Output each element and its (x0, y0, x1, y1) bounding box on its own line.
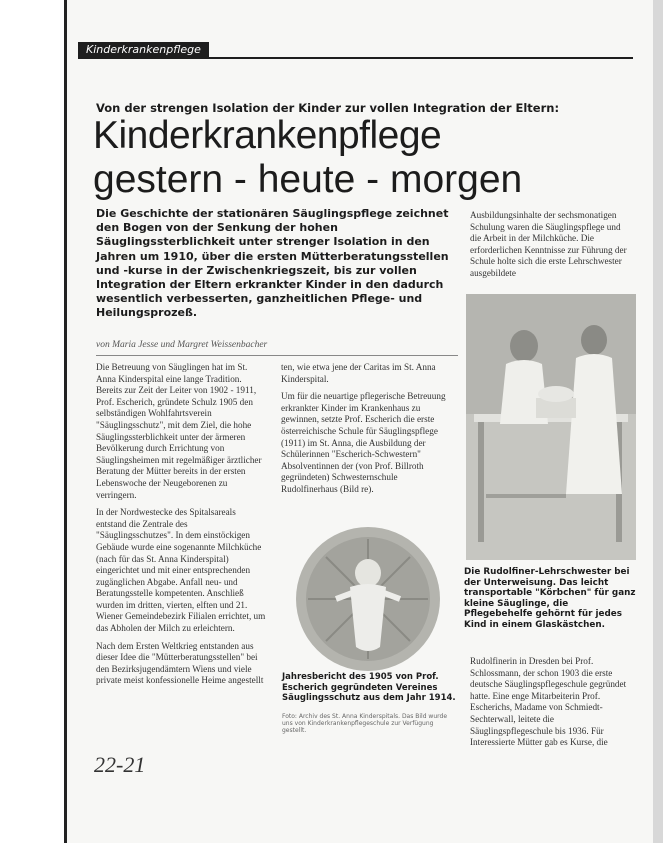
photo-illustration (466, 294, 636, 560)
page-edge (653, 0, 663, 843)
paragraph: Nach dem Ersten Weltkrieg entstanden aus dieser Idee die "Mütterberatungsstellen" bei den Bezirksjugendämtern Wiens und viele private meist konfessionelle Heime angestellt (96, 640, 264, 686)
section-rule (78, 57, 633, 59)
body-column-3-bottom (470, 656, 634, 755)
paragraph: Um für die neuartige pflegerische Betreuung erkrankter Kinder im Krankenhaus zu gewinnen, setzte Prof. Escherich die erste österreichische Schule für Säuglingspflege (1911) im St. Anna, die Ausbildung der Schülerinnen "Escherich-Schwestern" Absolventinnen der (von Prof. Billroth gegründeten) Schwesternschule Rudolfinerhaus (Bild re). (281, 391, 446, 494)
paragraph: ten, wie etwa jene der Caritas im St. Anna Kinderspital. (281, 362, 436, 384)
historical-photo (466, 294, 636, 560)
paragraph: Rudolfinerin in Dresden bei Prof. Schlossmann, der schon 1903 die erste deutsche Säuglingspflegeschule gegründet hatte. Eine enge Mitarbeiterin Prof. Escherichs, Madame von Schmiedt-Sechterwall, leitete die Säuglingspflegeschule bis 1936. Für Interessierte Mütter gab es Kurse, die (470, 656, 627, 748)
paragraph: Ausbildungsinhalte der sechsmonatigen Schulung waren die Säuglingspflege und die Arbeit in der Milchküche. Die erforderlichen Kenntnisse zur Führung der Schule holte sich die erste Lehrschwester ausgebildete (470, 210, 627, 278)
page-number: 22-21 (94, 752, 146, 777)
headline-line-2: gestern - heute - morgen (93, 158, 523, 201)
body-column-1 (96, 362, 266, 693)
byline-rule (96, 355, 458, 356)
body-column-3-top (470, 210, 634, 286)
page-binding-gutter (0, 0, 66, 843)
medal-credit: Foto: Archiv des St. Anna Kinderspitals. Das Bild wurde uns von Kinderkrankenpflegeschule zur Verfügung gestellt. (282, 713, 448, 734)
lead-paragraph: Die Geschichte der stationären Säuglingspflege zeichnet den Bogen von der Senkung der hohen Säuglingssterblichkeit unter strenger Isolation in den Jahren um 1910, über die ersten Mütterberatungsstellen und -kurse in der Zwischenkriegszeit, bis zur vollen Integration der Eltern erkrankter Kinder in den dadurch wesentlich verbesserten, ganzheitlichen Pflege- und Heilungsprozeß. (96, 207, 449, 320)
medal-image (276, 525, 460, 675)
medal-illustration (276, 525, 460, 675)
kicker: Von der strengen Isolation der Kinder zur vollen Integration der Eltern: (96, 101, 560, 115)
headline-line-1: Kinderkrankenpflege (93, 114, 442, 157)
photo-caption: Die Rudolfiner-Lehrschwester bei der Unterweisung. Das leicht transportable "Körbchen" für ganz kleine Säuglinge, die Pflegebehelfe gehörnt für jedes Kind in einem Glaskästchen. (464, 567, 636, 630)
body-column-2 (281, 362, 453, 502)
medal-caption: Jahresbericht des 1905 von Prof. Escherich gegründeten Vereines Säuglingsschutz aus dem Jahr 1914. (282, 672, 456, 703)
paragraph: In der Nordwestecke des Spitalsareals entstand die Zentrale des "Säuglingsschutzes". In dem einstöckigen Gebäude wurde eine sogenannte Milchküche (nach für das St. Anna Kinderspital) eingerichtet und mit einer entsprechenden zugänglichen Abgabe. Anfall neu- und Beratungsstelle kompetenten. Anschließ wurden im dritten, vierten, elften und 21. Wiener Gemeindebezirk Filialen errichtet, um das Abholen der Milch zu erleichtern. (96, 507, 266, 634)
byline: von Maria Jesse und Margret Weissenbacher (96, 340, 268, 350)
paragraph: Die Betreuung von Säuglingen hat im St. Anna Kinderspital eine lange Tradition. Bereits zur Zeit der Leiter von 1902 - 1911, Prof. Escherich, gründete Schulz 1905 den selbständigen Wohlfahrtsverein "Säuglingsschutz", mit dem Ziel, die hohe Säuglingssterblichkeit unter der ärmeren Bevölkerung durch Errichtung von Säuglingsheimen mit regelmäßiger ärztlicher Beratung der Mütter bereits in der ersten Lebenswoche der Neugeborenen zu verringern. (96, 362, 262, 500)
section-tab: Kinderkrankenpflege (78, 42, 209, 57)
